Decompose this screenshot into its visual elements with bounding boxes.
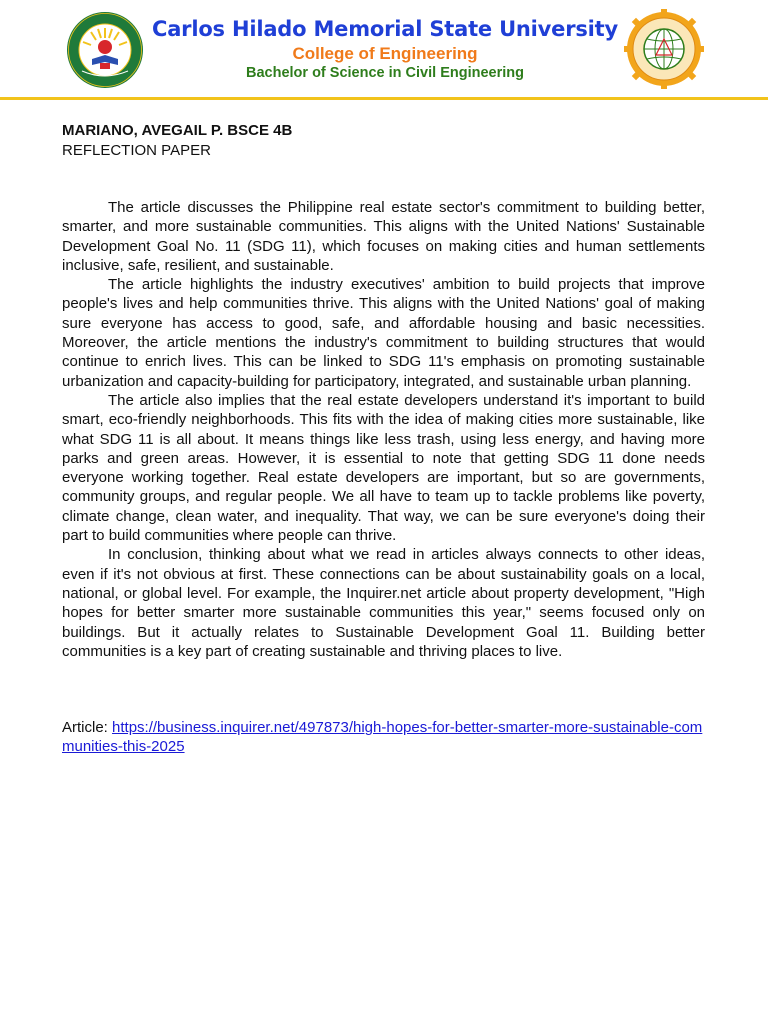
- paragraph: In conclusion, thinking about what we read in articles always connects to other ideas, even if it's not obvious at first. These connections can be about sustainability goals on a local, national, or global level. For example, the Inquirer.net article about property development, "High hopes for better smarter more sustainable communities this year," seems focused only on buildings. But it actually relates to Sustainable Development Goal 11. Building better communities is a key part of creating sustainable and thriving places to live.: [62, 546, 705, 660]
- article-label: Article:: [62, 719, 113, 736]
- paragraph: The article discusses the Philippine real estate sector's commitment to building better, smarter, and more sustainable communities. This aligns with the United Nations' Sustainable Development Goal No. 11 (SDG 11), which focuses on making cities and human settlements inclusive, safe, resilient, and sustainable.: [62, 199, 705, 274]
- header-titles: [150, 14, 620, 82]
- paragraph: The article also implies that the real estate developers understand it's important to build smart, eco-friendly neighborhoods. This fits with the idea of making cities more sustainable, like what SDG 11 is all about. It means things like less trash, using less energy, and having more parks and green areas. However, it is essential to note that getting SDG 11 done needs everyone working together. Real estate developers are important, but so are governments, community groups, and regular people. We all have to team up to tackle problems like poverty, climate change, clean water, and inequality. That way, we can be sure everyone's doing their part to build communities where people can thrive.: [62, 391, 705, 545]
- header-divider: [0, 97, 768, 100]
- article-reference: [62, 718, 705, 757]
- document-title: REFLECTION PAPER: [62, 142, 211, 159]
- university-name: Carlos Hilado Memorial State University: [151, 17, 618, 41]
- program-name: Bachelor of Science in Civil Engineering: [246, 65, 524, 81]
- university-seal-icon: [62, 11, 148, 89]
- document-header: [0, 0, 768, 100]
- paragraph: The article highlights the industry executives' ambition to build projects that improve people's lives and help communities thrive. This aligns with the United Nations' goal of making sure everyone has access to good, safe, and affordable housing and basic necessities. Moreover, the article mentions the industry's commitment to building structures that would continue to enrich lives. This can be linked to SDG 11's emphasis on promoting sustainable urbanization and capacity-building for participatory, integrated, and sustainable urban planning.: [62, 276, 705, 390]
- author-line: MARIANO, AVEGAIL P. BSCE 4B: [62, 122, 293, 139]
- article-link[interactable]: https://business.inquirer.net/497873/high-hopes-for-better-smarter-more-sustainable-communities-this-2025: [62, 719, 703, 756]
- college-of-engineering-seal-icon: [620, 9, 708, 89]
- college-name: College of Engineering: [292, 44, 478, 63]
- reflection-body: [62, 198, 705, 661]
